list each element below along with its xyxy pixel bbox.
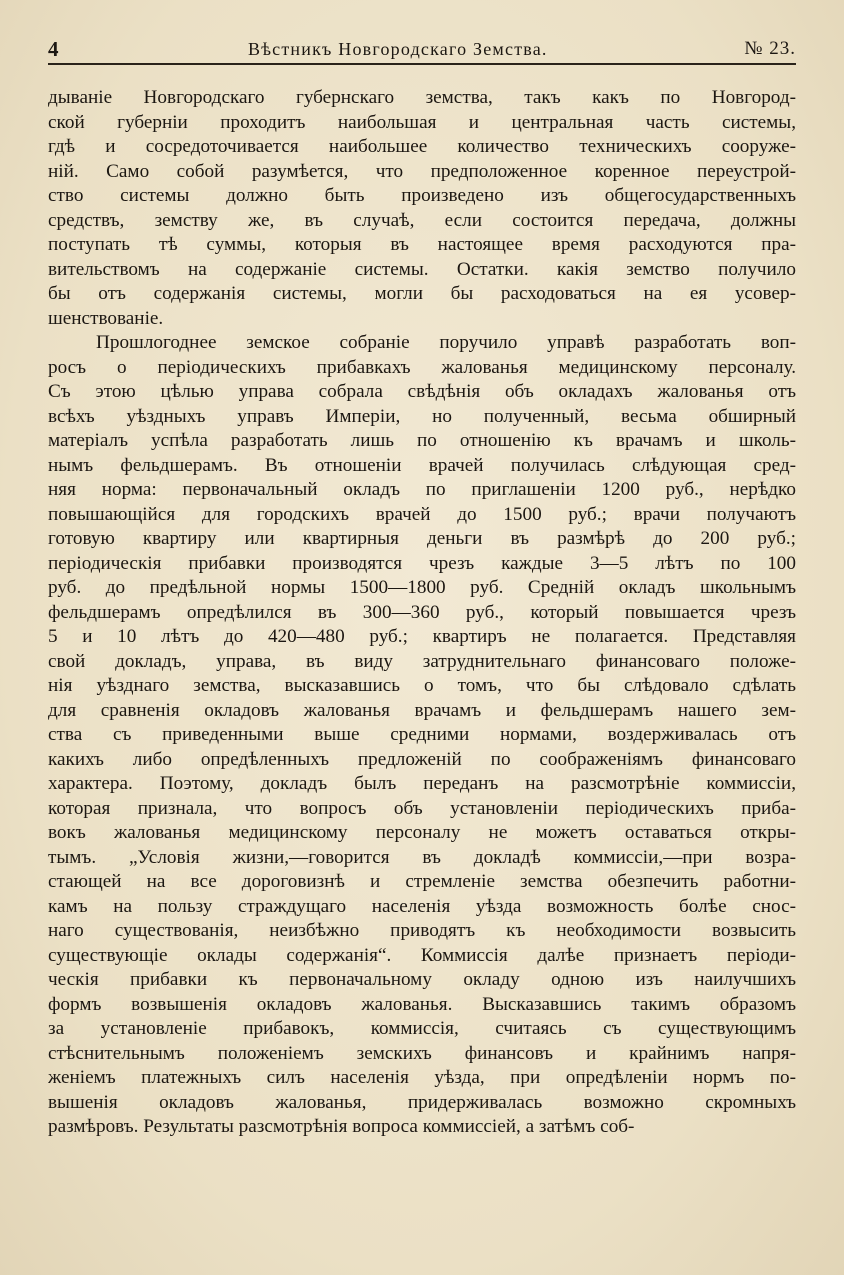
issue-number: № 23.	[744, 38, 796, 59]
paragraph-1	[48, 86, 796, 331]
text-line: женіемъ платежныхъ силъ населенія уѣзда, при опредѣленіи нормъ по-	[48, 1067, 796, 1088]
text-line: свой докладъ, управа, въ виду затруднительнаго финансоваго положе-	[48, 650, 796, 672]
text-line: размѣровъ. Результаты разсмотрѣнія вопроса коммиссіей, а затѣмъ соб-	[48, 1116, 635, 1137]
text-line: ство системы должно быть произведено изъ общегосударственныхъ	[48, 185, 796, 206]
text-line: ческія прибавки къ первоначальному окладу одною изъ наилучшихъ	[48, 969, 796, 990]
text-line: которая признала, что вопросъ объ установленіи періодическихъ приба-	[48, 797, 796, 819]
text-line: всѣхъ уѣздныхъ управъ Имперіи, но полученный, весьма обширный	[48, 405, 796, 427]
page-number: 4	[48, 37, 59, 61]
text-line: характера. Поэтому, докладъ былъ переданъ на разсмотрѣніе коммиссіи,	[48, 773, 796, 794]
text-line: формъ возвышенія окладовъ жалованья. Высказавшись такимъ образомъ	[48, 993, 796, 1015]
text-line: вокъ жалованья медицинскому персоналу не можетъ оставаться откры-	[48, 822, 796, 843]
running-header	[48, 36, 796, 62]
text-line: Прошлогоднее земское собраніе поручило управѣ разработать воп-	[96, 332, 796, 353]
text-line: 5 и 10 лѣтъ до 420—480 руб.; квартиръ не полагается. Представляя	[48, 626, 796, 647]
text-line: матеріалъ успѣла разработать лишь по отношенію къ врачамъ и школь-	[48, 430, 796, 451]
text-line: Съ этою цѣлью управа собрала свѣдѣнія объ окладахъ жалованья отъ	[48, 381, 796, 402]
text-line: вительствомъ на содержаніе системы. Остатки. какія земство получило	[48, 258, 796, 280]
paragraph-2	[48, 331, 796, 1140]
text-line: дываніе Новгородскаго губернскаго земства, такъ какъ по Новгород-	[48, 87, 796, 108]
text-line: поступать тѣ суммы, которыя въ настоящее время расходуются пра-	[48, 234, 796, 255]
text-line: тымъ. „Условія жизни,—говорится въ докладѣ коммиссіи,—при возра-	[48, 846, 796, 868]
text-line: какихъ либо опредѣленныхъ предложеній по соображеніямъ финансоваго	[48, 748, 796, 770]
text-line: нымъ фельдшерамъ. Въ отношеніи врачей получилась слѣдующая сред-	[48, 454, 796, 476]
text-line: періодическія прибавки производятся чрезъ каждые 3—5 лѣтъ по 100	[48, 552, 796, 574]
text-line: фельдшерамъ опредѣлился въ 300—360 руб., который повышается чрезъ	[48, 601, 796, 623]
text-line: наго существованія, неизбѣжно приводятъ къ необходимости возвысить	[48, 920, 796, 941]
body-text	[48, 86, 796, 1140]
text-line: нія уѣзднаго земства, высказавшись о томъ, что бы слѣдовало сдѣлать	[48, 675, 796, 696]
header-rule	[48, 63, 796, 65]
text-line: для сравненія окладовъ жалованья врачамъ и фельдшерамъ нашего зем-	[48, 699, 796, 721]
text-line: ства съ приведенными выше средними нормами, воздерживалась отъ	[48, 724, 796, 745]
text-line: за установленіе прибавокъ, коммиссія, считаясь съ существующимъ	[48, 1018, 796, 1039]
text-line: бы отъ содержанія системы, могли бы расходоваться на ея усовер-	[48, 283, 796, 304]
text-line: средствъ, земству же, въ случаѣ, если состоится передача, должны	[48, 209, 796, 231]
text-line: росъ о періодическихъ прибавкахъ жалованья медицинскому персоналу.	[48, 356, 796, 378]
text-line: готовую квартиру или квартирныя деньги въ размѣрѣ до 200 руб.;	[48, 528, 796, 549]
text-line: стѣснительнымъ положеніемъ земскихъ финансовъ и крайнимъ напря-	[48, 1042, 796, 1064]
text-line: няя норма: первоначальный окладъ по приглашеніи 1200 руб., нерѣдко	[48, 479, 796, 500]
text-line: вышенія окладовъ жалованья, придерживалась возможно скромныхъ	[48, 1091, 796, 1113]
text-line: ній. Само собой разумѣется, что предположенное коренное переустрой-	[48, 160, 796, 182]
text-line: повышающійся для городскихъ врачей до 1500 руб.; врачи получаютъ	[48, 503, 796, 525]
text-line: существующіе оклады содержанія“. Коммиссія далѣе признаетъ періоди-	[48, 944, 796, 966]
text-line: гдѣ и сосредоточивается наибольшее количество техническихъ сооруже-	[48, 136, 796, 157]
text-line: камъ на пользу страждущаго населенія уѣзда возможность болѣе снос-	[48, 895, 796, 917]
text-line: стающей на все дороговизнѣ и стремленіе земства обезпечить работни-	[48, 871, 796, 892]
text-line: шенствованіе.	[48, 307, 164, 329]
text-line: руб. до предѣльной нормы 1500—1800 руб. Средній окладъ школьнымъ	[48, 577, 796, 598]
running-title: Вѣстникъ Новгородскаго Земства.	[248, 39, 548, 59]
text-line: ской губерніи проходитъ наибольшая и центральная часть системы,	[48, 111, 796, 133]
